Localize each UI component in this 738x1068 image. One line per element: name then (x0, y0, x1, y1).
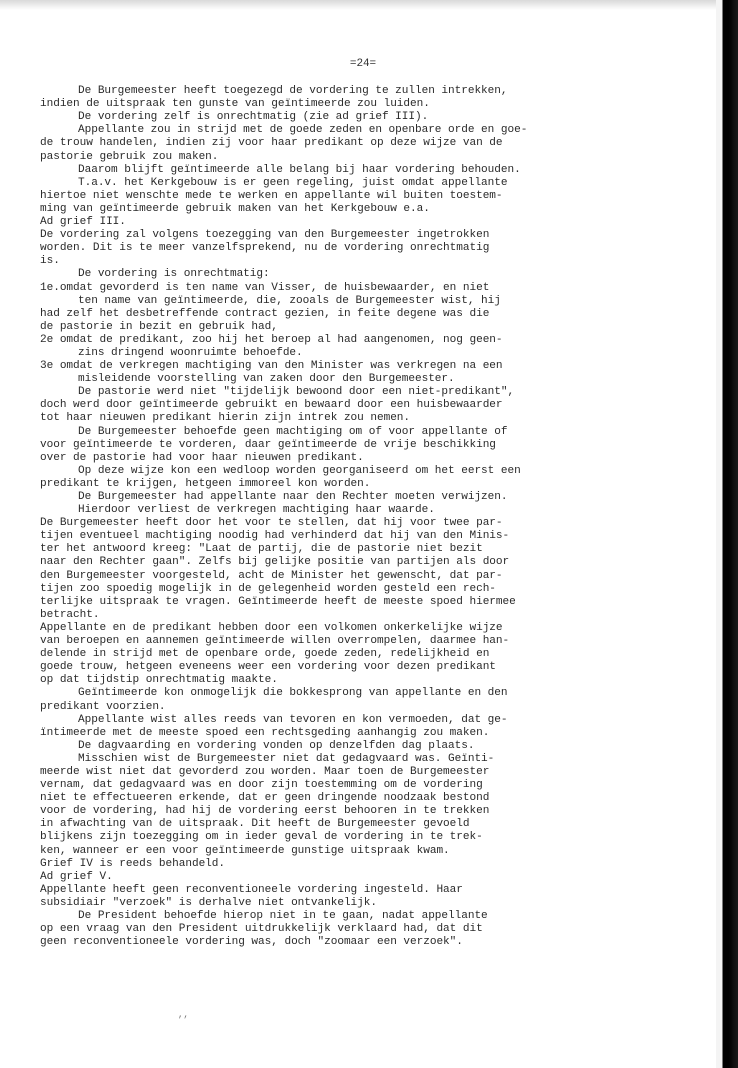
text-line: De Burgemeester behoefde geen machtiging om of voor appellante of (78, 425, 508, 438)
document-page (40, 58, 686, 1048)
text-line: De vordering zal volgens toezegging van den Burgemeester ingetrokken (40, 229, 490, 242)
text-line: Daarom blijft geïntimeerde alle belang bij haar vordering behouden. (78, 163, 521, 176)
text-line: tijen eventueel machtiging noodig had verhinderd dat hij van den Minis- (40, 530, 510, 543)
text-line: De President behoefde hierop niet in te gaan, nadat appellante (78, 910, 488, 922)
text-line: ken, wanneer er een voor geïntimeerde gunstige uitspraak kwam. (40, 844, 450, 857)
text-line: terlijke uitspraak te vragen. Geïntimeerde heeft de meeste spoed hiermee (40, 595, 516, 608)
text-line: van beroepen en aannemen geïntimeerde willen overrompelen, daarmee han- (40, 635, 510, 648)
text-line: voor geïntimeerde te vorderen, daar geïntimeerde de vrije beschikking (40, 438, 496, 451)
text-line: Ad grief III. (40, 216, 126, 229)
text-line: predikant voorzien. (40, 700, 166, 713)
text-line: is. (40, 255, 60, 268)
text-line: De vordering is onrechtmatig: (78, 268, 270, 281)
text-line: voor de vordering, had hij de vordering eerst behooren in te trekken (40, 805, 490, 818)
text-line: goede trouw, hetgeen eveneens weer een vordering voor dezen predikant (40, 661, 496, 674)
text-line: De Burgemeester had appellante naar den Rechter moeten verwijzen. (78, 491, 508, 503)
text-line: indien de uitspraak ten gunste van geïntimeerde zou luiden. (40, 98, 430, 111)
text-line: Misschien wist de Burgemeester niet dat gedagvaard was. Geïnti- (78, 752, 495, 765)
text-line: Hierdoor verliest de verkregen machtiging haar waarde. (78, 504, 435, 517)
document-body (40, 85, 686, 949)
text-line: De Burgemeester heeft door het voor te stellen, dat hij voor twee par- (40, 517, 503, 530)
text-line: Ad grief V. (40, 870, 113, 883)
text-line: over de pastorie had voor haar nieuwen predikant. (40, 451, 364, 464)
text-line: Appellante zou in strijd met de goede zeden en openbare orde en goe- (78, 124, 528, 137)
page-number: =24= (349, 58, 377, 70)
stray-mark: ,, (178, 1010, 189, 1020)
text-line: den Burgemeester voorgesteld, acht de Minister het gewenscht, dat par- (40, 569, 503, 582)
text-line: De dagvaarding en vordering vonden op denzelfden dag plaats. (78, 739, 475, 752)
text-line: Grief IV is reeds behandeld. (40, 857, 226, 870)
text-line: betracht. (40, 608, 100, 621)
text-line: misleidende voorstelling van zaken door den Burgemeester. (78, 373, 455, 386)
text-line: delende in strijd met de openbare orde, goede zeden, redelijkheid en (40, 648, 490, 661)
text-line: zins dringend woonruimte behoefde. (78, 346, 303, 359)
text-line: vernam, dat gedagvaard was en door zijn toestemming om de vordering (40, 779, 483, 792)
text-line: geen reconventioneele vordering was, doch "zoomaar een verzoek". (40, 936, 463, 949)
text-line: had zelf het desbetreffende contract gezien, in feite degene was die (40, 307, 490, 320)
text-line: doch werd door geïntimeerde gebruikt en bewaard door een huisbewaarder (40, 399, 503, 412)
text-line: Appellante en de predikant hebben door een volkomen onkerkelijke wijze (40, 621, 503, 634)
text-line: meerde wist niet dat gevorderd zou worden. Maar toen de Burgemeester (40, 765, 490, 778)
text-line: ter het antwoord kreeg: "Laat de partij, die de pastorie niet bezit (40, 543, 483, 556)
text-line: niet te effectueeren erkende, dat er geen dringende noodzaak bestond (40, 792, 490, 805)
text-line: ïntimeerde met de meeste spoed een rechtsgeding aanhangig zou maken. (40, 726, 490, 739)
text-line: Appellante wist alles reeds van tevoren en kon vermoeden, dat ge- (78, 713, 508, 726)
text-line: 2e omdat de predikant, zoo hij het beroep al had aangenomen, nog geen- (40, 333, 503, 346)
text-line: pastorie gebruik zou maken. (40, 150, 219, 163)
scan-top-shadow (0, 0, 716, 10)
text-line: hiertoe niet wenschte mede te werken en appellante wil buiten toestem- (40, 189, 503, 202)
text-line: op een vraag van den President uitdrukkelijk verklaard had, dat dit (40, 923, 483, 936)
text-line: de trouw handelen, indien zij voor haar predikant op deze wijze van de (40, 137, 503, 150)
text-line: ming van geïntimeerde gebruik maken van het Kerkgebouw e.a. (40, 202, 430, 215)
text-line: subsidiair "verzoek" is derhalve niet ontvankelijk. (40, 896, 377, 909)
text-line: Geïntimeerde kon onmogelijk die bokkesprong van appellante en den (78, 687, 508, 700)
text-line: tijen zoo spoedig mogelijk in de gelegenheid worden gesteld een rech- (40, 582, 496, 595)
text-line: op dat tijdstip onrechtmatig maakte. (40, 674, 278, 687)
text-line: De pastorie werd niet "tijdelijk bewoond door een niet-predikant", (78, 386, 515, 399)
text-line: De vordering zelf is onrechtmatig (zie ad grief III). (78, 111, 429, 124)
scan-right-edge (716, 0, 738, 1068)
text-line: 3e omdat de verkregen machtiging van den Minister was verkregen na een (40, 360, 503, 373)
text-line: tot haar nieuwen predikant hierin zijn intrek zou nemen. (40, 412, 411, 425)
text-line: 1e.omdat gevorderd is ten name van Visser, de huisbewaarder, en niet (40, 281, 490, 294)
text-line: Appellante heeft geen reconventioneele vordering ingesteld. Haar (40, 883, 463, 896)
text-line: blijkens zijn toezegging om in ieder geval de vordering in te trek- (40, 831, 483, 844)
text-line: naar den Rechter gaan". Zelfs bij gelijke positie van partijen als door (40, 556, 510, 569)
text-line: ten name van geïntimeerde, die, zooals de Burgemeester wist, hij (78, 294, 501, 307)
text-line: predikant te krijgen, hetgeen immoreel kon worden. (40, 477, 371, 490)
text-line: Op deze wijze kon een wedloop worden georganiseerd om het eerst een (78, 464, 521, 477)
text-line: in afwachting van de uitspraak. Dit heeft de Burgemeester gevoeld (40, 818, 470, 831)
text-line: worden. Dit is te meer vanzelfsprekend, nu de vordering onrechtmatig (40, 242, 490, 255)
text-line: De Burgemeester heeft toegezegd de vordering te zullen intrekken, (78, 85, 508, 98)
text-line: T.a.v. het Kerkgebouw is er geen regeling, juist omdat appellante (78, 176, 508, 189)
text-line: de pastorie in bezit en gebruik had, (40, 320, 278, 333)
